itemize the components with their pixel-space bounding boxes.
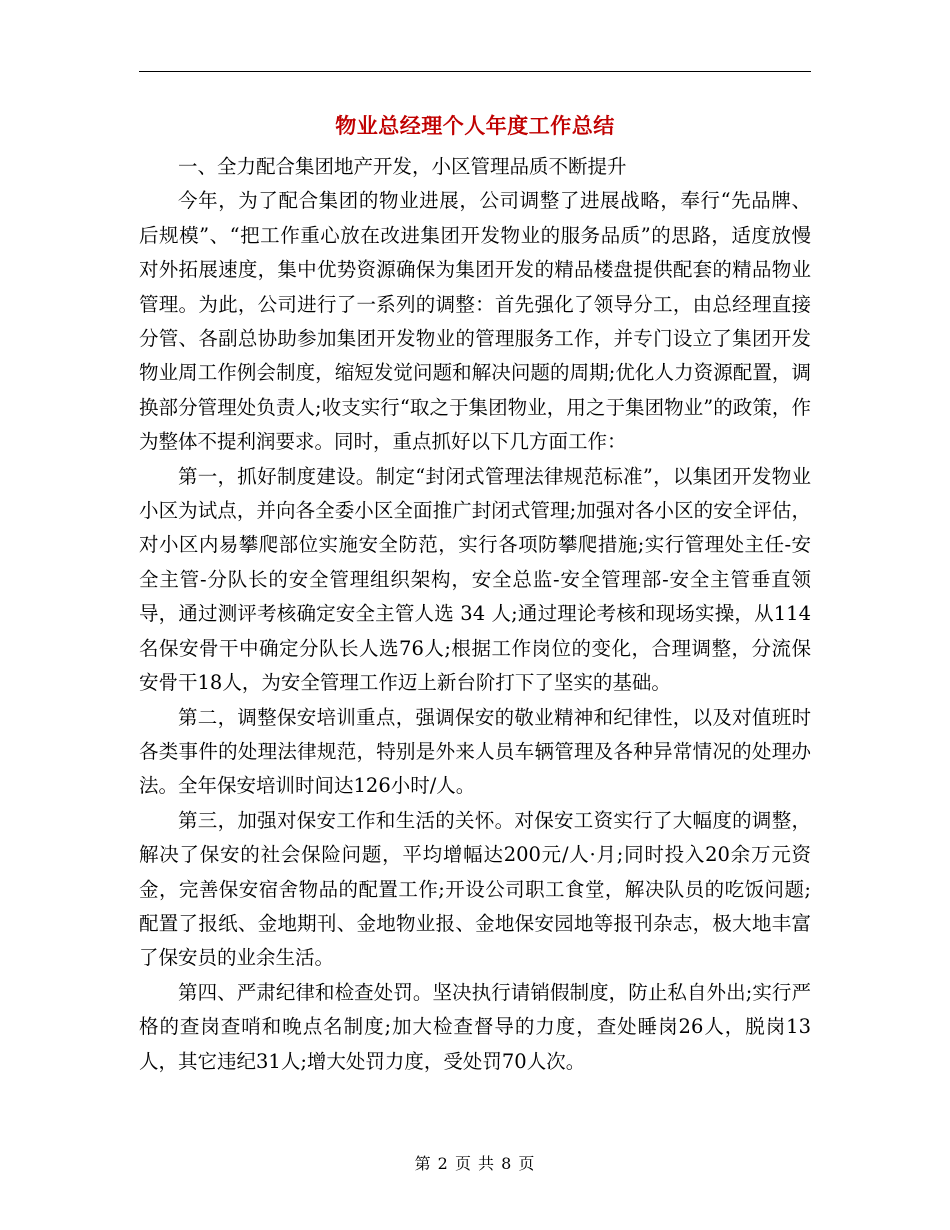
body-paragraph: 第三，加强对保安工作和生活的关怀。对保安工资实行了大幅度的调整，解决了保安的社会保险问题，平均增幅达200元/人·月;同时投入20余万元资金，完善保安宿舍物品的配置工作;开设公司职工食堂，解决队员的吃饭问题;配置了报纸、金地期刊、金地物业报、金地保安园地等报刊杂志，极大地丰富了保安员的业余生活。 (139, 808, 811, 970)
header-rule (139, 71, 811, 72)
section-heading: 一、全力配合集团地产开发，小区管理品质不断提升 (178, 155, 627, 178)
body-paragraph: 第一，抓好制度建设。制定“封闭式管理法律规范标准”，以集团开发物业小区为试点，并向各全委小区全面推广封闭式管理;加强对各小区的安全评估，对小区内易攀爬部位实施安全防范，实行各项防攀爬措施;实行管理处主任-安全主管-分队长的安全管理组织架构，安全总监-安全管理部-安全主管垂直领导，通过测评考核确定安全主管人选 34 人;通过理论考核和现场实操，从114名保安骨干中确定分队长人选76人;根据工作岗位的变化，合理调整，分流保安骨干18人，为安全管理工作迈上新台阶打下了坚实的基础。 (139, 464, 811, 695)
body-paragraph: 第二，调整保安培训重点，强调保安的敬业精神和纪律性，以及对值班时各类事件的处理法律规范，特别是外来人员车辆管理及各种异常情况的处理办法。全年保安培训时间达126小时/人。 (139, 705, 811, 798)
body-paragraph: 今年，为了配合集团的物业进展，公司调整了进展战略，奉行“先品牌、后规模”、“把工作重心放在改进集团开发物业的服务品质”的思路，适度放慢对外拓展速度，集中优势资源确保为集团开发的精品楼盘提供配套的精品物业管理。为此，公司进行了一系列的调整：首先强化了领导分工，由总经理直接分管、各副总协助参加集团开发物业的管理服务工作，并专门设立了集团开发物业周工作例会制度，缩短发觉问题和解决问题的周期;优化人力资源配置，调换部分管理处负责人;收支实行“取之于集团物业，用之于集团物业”的政策，作为整体不提利润要求。同时，重点抓好以下几方面工作： (139, 189, 811, 454)
document-title: 物业总经理个人年度工作总结 (335, 113, 615, 138)
document-body (139, 150, 811, 1079)
body-paragraph: 第四、严肃纪律和检查处罚。坚决执行请销假制度，防止私自外出;实行严格的查岗查哨和晚点名制度;加大检查督导的力度，查处睡岗26人，脱岗13人，其它违纪31人;增大处罚力度，受处罚70人次。 (139, 980, 811, 1073)
page-number: 第 2 页 共 8 页 (414, 1154, 536, 1173)
